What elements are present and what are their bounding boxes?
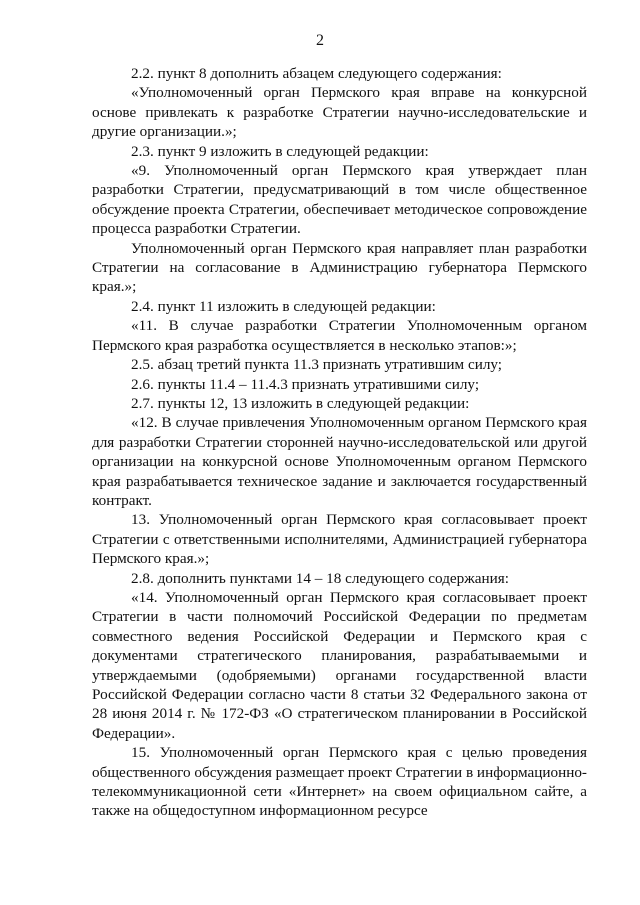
paragraph-13: 13. Уполномоченный орган Пермского края согласовывает проект Стратегии с ответственными исполнителями, Администрацией губернатора Пермского края.»; bbox=[92, 511, 587, 568]
document-body bbox=[92, 64, 587, 821]
paragraph-2-3: 2.3. пункт 9 изложить в следующей редакции: bbox=[131, 142, 429, 160]
paragraph-plan-approval: Уполномоченный орган Пермского края направляет план разработки Стратегии на согласование в Администрацию губернатора Пермского края.»; bbox=[92, 239, 587, 296]
page-number: 2 bbox=[316, 32, 324, 49]
paragraph-2-4: 2.4. пункт 11 изложить в следующей редакции: bbox=[131, 297, 436, 315]
paragraph-quote-12: «12. В случае привлечения Уполномоченным органом Пермского края для разработки Стратегии сторонней научно-исследовательской или другой организации на конкурсной основе Уполномоченным органом Пермского края разрабатывается техническое задание и заключается государственный контракт. bbox=[92, 414, 587, 509]
paragraph-2-2: 2.2. пункт 8 дополнить абзацем следующего содержания: bbox=[131, 65, 502, 82]
paragraph-15: 15. Уполномоченный орган Пермского края с целью проведения общественного обсуждения размещает проект Стратегии в информационно-телекоммуникационной сети «Интернет» на своем официальном сайте, а также на общедоступном информационном ресурсе bbox=[92, 744, 587, 820]
paragraph-2-7: 2.7. пункты 12, 13 изложить в следующей редакции: bbox=[131, 394, 470, 412]
paragraph-2-5: 2.5. абзац третий пункта 11.3 признать утратившим силу; bbox=[131, 356, 503, 374]
paragraph-2-6: 2.6. пункты 11.4 – 11.4.3 признать утратившими силу; bbox=[131, 375, 480, 393]
paragraph-quote-8: «Уполномоченный орган Пермского края вправе на конкурсной основе привлекать к разработке Стратегии научно-исследовательские и другие организации.»; bbox=[92, 84, 587, 141]
paragraph-2-8: 2.8. дополнить пунктами 14 – 18 следующего содержания: bbox=[131, 569, 509, 587]
paragraph-quote-14: «14. Уполномоченный орган Пермского края согласовывает проект Стратегии в части полномочий Российской Федерации по предметам совместного ведения Российской Федерации и Пермского края с документами стратегического планирования, разрабатываемыми и утверждаемыми (одобряемыми) органами государственной власти Российской Федерации согласно части 8 статьи 32 Федерального закона от 28 июня 2014 г. № 172-ФЗ «О стратегическом планировании в Российской Федерации». bbox=[92, 588, 587, 742]
paragraph-quote-11: «11. В случае разработки Стратегии Уполномоченным органом Пермского края разработка осуществляется в несколько этапов:»; bbox=[92, 317, 587, 354]
paragraph-quote-9: «9. Уполномоченный орган Пермского края утверждает план разработки Стратегии, предусматривающий в том числе общественное обсуждение проекта Стратегии, обеспечивает методическое сопровождение процесса разработки Стратегии. bbox=[92, 162, 587, 238]
